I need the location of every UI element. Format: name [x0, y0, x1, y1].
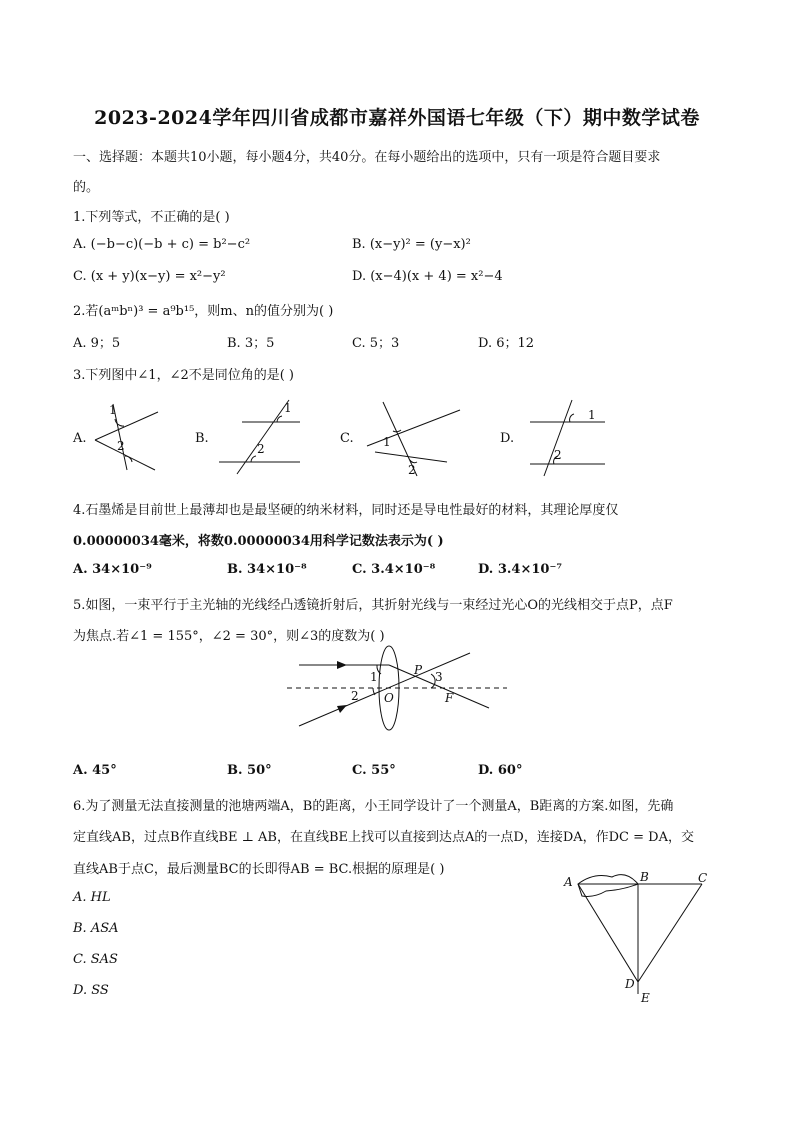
q3-a-label-1: 1	[109, 403, 117, 417]
q3-option-d: D.	[500, 431, 515, 446]
q6-line3: 直线AB于点C，最后测量BC的长即得AB = BC.根据的原理是( )	[73, 862, 445, 877]
q5-line2: 为焦点.若∠1 = 155°，∠2 = 30°，则∠3的度数为( )	[73, 629, 385, 644]
q3-stem: 3.下列图中∠1，∠2不是同位角的是( )	[73, 368, 295, 383]
arrow-icon	[337, 661, 347, 669]
q3-figure-b	[215, 396, 305, 476]
q1-option-b: B. (x−y)² = (y−x)²	[352, 237, 471, 252]
q3-b-label-1: 1	[284, 401, 292, 415]
q4-option-d: D. 3.4×10⁻⁷	[478, 562, 563, 577]
q5-label-2: 2	[351, 689, 359, 703]
q3-b-label-2: 2	[257, 442, 265, 456]
q3-c-label-1: 1	[383, 435, 391, 449]
q6-label-A: A	[564, 875, 573, 889]
q6-label-E: E	[641, 991, 650, 1005]
q1-option-c: C. (x + y)(x−y) = x²−y²	[73, 269, 226, 284]
q2-option-c: C. 5；3	[352, 336, 400, 351]
q3-option-c: C.	[340, 431, 354, 446]
q6-option-b: B. ASA	[73, 921, 119, 936]
q3-option-b: B.	[195, 431, 209, 446]
q6-option-a: A. HL	[73, 890, 111, 905]
q1-option-d: D. (x−4)(x + 4) = x²−4	[352, 269, 503, 284]
pond-shape	[578, 875, 638, 897]
q2-option-b: B. 3；5	[227, 336, 275, 351]
section-header-line2: 的。	[73, 180, 100, 195]
q1-option-a: A. (−b−c)(−b + c) = b²−c²	[73, 237, 251, 252]
q4-option-b: B. 34×10⁻⁸	[227, 562, 307, 577]
q5-label-F: F	[445, 691, 454, 705]
q5-option-b: B. 50°	[227, 763, 272, 778]
q5-label-3: 3	[435, 670, 443, 684]
q4-option-c: C. 3.4×10⁻⁸	[352, 562, 436, 577]
q5-label-O: O	[384, 691, 394, 705]
q6-option-d: D. SS	[73, 983, 109, 998]
q6-label-C: C	[698, 871, 708, 885]
q3-option-a: A.	[73, 431, 87, 446]
q6-label-D: D	[625, 977, 635, 991]
q4-option-a: A. 34×10⁻⁹	[73, 562, 152, 577]
q4-line2: 0.00000034毫米，将数0.00000034用科学记数法表示为( )	[73, 534, 444, 549]
q3-figure-a	[85, 398, 165, 478]
q3-d-label-1: 1	[588, 408, 596, 422]
q3-d-label-2: 2	[554, 448, 562, 462]
q5-lens-figure	[285, 650, 515, 735]
q5-option-c: C. 55°	[352, 763, 396, 778]
q1-stem: 1.下列等式，不正确的是( )	[73, 210, 230, 225]
q3-figure-c	[355, 396, 465, 478]
q6-option-c: C. SAS	[73, 952, 118, 967]
q3-c-label-2: 2	[408, 463, 416, 477]
q6-label-B: B	[640, 870, 649, 884]
q2-option-d: D. 6；12	[478, 336, 535, 351]
q3-figure-d	[520, 396, 615, 478]
q5-option-a: A. 45°	[73, 763, 117, 778]
q5-label-P: P	[414, 663, 423, 677]
q5-line1: 5.如图，一束平行于主光轴的光线经凸透镜折射后，其折射光线与一束经过光心O的光线相交于点P，点F	[73, 598, 673, 613]
page-title: 2023-2024学年四川省成都市嘉祥外国语七年级（下）期中数学试卷	[94, 107, 700, 129]
arrow-icon	[337, 705, 347, 713]
q6-line2: 定直线AB，过点B作直线BE ⊥ AB，在直线BE上找可以直接到达点A的一点D，连接DA，作DC = DA，交	[73, 830, 694, 845]
q5-label-1: 1	[370, 670, 378, 684]
q4-line1: 4.石墨烯是目前世上最薄却也是最坚硬的纳米材料，同时还是导电性最好的材料，其理论厚度仅	[73, 503, 619, 518]
q2-option-a: A. 9；5	[73, 336, 121, 351]
section-header-line1: 一、选择题：本题共10小题，每小题4分，共40分。在每小题给出的选项中，只有一项是符合题目要求	[73, 150, 661, 165]
q3-a-label-2: 2	[117, 439, 125, 453]
q2-stem: 2.若(aᵐbⁿ)³ = a⁹b¹⁵，则m、n的值分别为( )	[73, 304, 334, 319]
q6-line1: 6.为了测量无法直接测量的池塘两端A，B的距离，小王同学设计了一个测量A，B距离的方案.如图，先确	[73, 799, 674, 814]
q6-pond-figure	[560, 866, 720, 1006]
q5-option-d: D. 60°	[478, 763, 523, 778]
